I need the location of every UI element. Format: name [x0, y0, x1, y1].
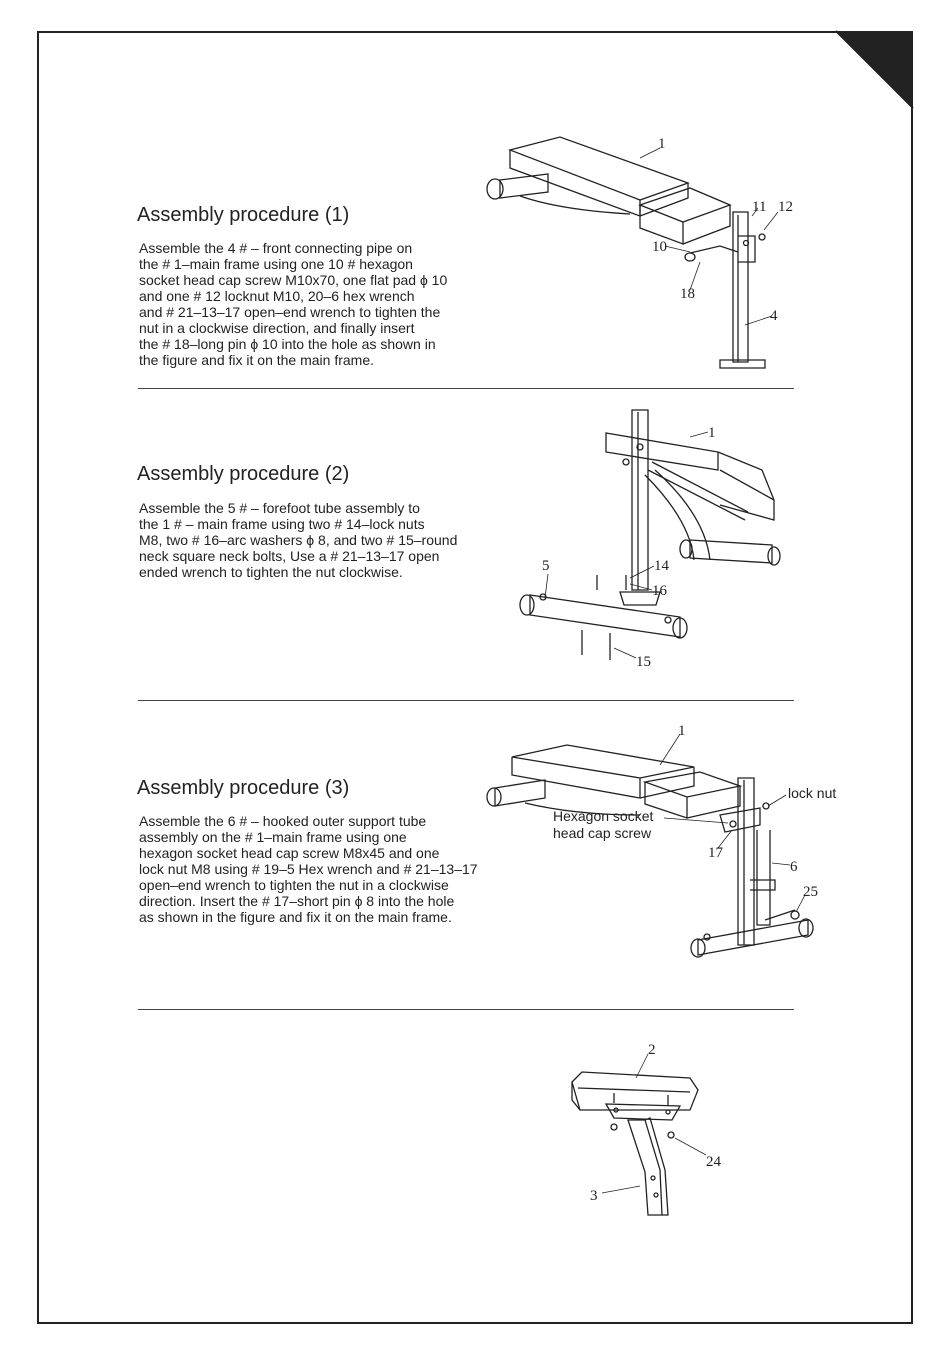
callout-4: 4: [770, 308, 778, 324]
callout-25: 25: [803, 884, 818, 900]
callout-5: 5: [542, 558, 550, 574]
label-lock-nut: lock nut: [788, 785, 837, 801]
callout-15: 15: [636, 654, 651, 670]
callout-11: 11: [752, 199, 767, 215]
label-hexagon-socket: Hexagon socket: [553, 808, 654, 824]
section-1-body: Assemble the 4 # – front connecting pipe on the # 1–main frame using one 10 # hexagon socket head cap screw M10x70, one flat pad ϕ 10 and one # 12 locknut M10, 20–6 hex wrench and # 21–13–17 open–end wrench to tighten the nut in a clockwise direction, and finally insert the # 18–long pin ϕ 10 into the hole as shown in the figure and fix it on the main frame.: [139, 240, 448, 368]
callout-3: 3: [590, 1188, 598, 1204]
callout-14: 14: [654, 558, 669, 574]
section-1-heading: Assembly procedure (1): [137, 204, 350, 226]
callout-2: 2: [648, 1042, 656, 1058]
section-2-body: Assemble the 5 # – forefoot tube assembly to the 1 # – main frame using two # 14–lock nuts M8, two # 16–arc washers ϕ 8, and two # 15–round neck square neck bolts, Use a # 21–13–17 open ended wrench to tighten the nut clockwise.: [139, 500, 458, 580]
callout-24: 24: [706, 1154, 721, 1170]
section-3-body: Assemble the 6 # – hooked outer support tube assembly on the # 1–main frame using one hexagon socket head cap screw M8x45 and one lock nut M8 using # 19–5 Hex wrench and # 21–13–17 open–end wrench to tighten the nut in a clockwise direction. Insert the # 17–short pin ϕ 8 into the hole as shown in the figure and fix it on the main frame.: [139, 813, 478, 925]
callout-17: 17: [708, 845, 723, 861]
label-head-cap-screw: head cap screw: [553, 825, 652, 841]
callout-1: 1: [708, 425, 716, 441]
callout-16: 16: [652, 583, 667, 599]
callout-1: 1: [658, 136, 666, 152]
callout-18: 18: [680, 286, 695, 302]
section-2-heading: Assembly procedure (2): [137, 463, 350, 485]
callout-10: 10: [652, 239, 667, 255]
callout-1: 1: [678, 723, 686, 739]
callout-6: 6: [790, 859, 798, 875]
section-3-heading: Assembly procedure (3): [137, 777, 350, 799]
callout-12: 12: [778, 199, 793, 215]
